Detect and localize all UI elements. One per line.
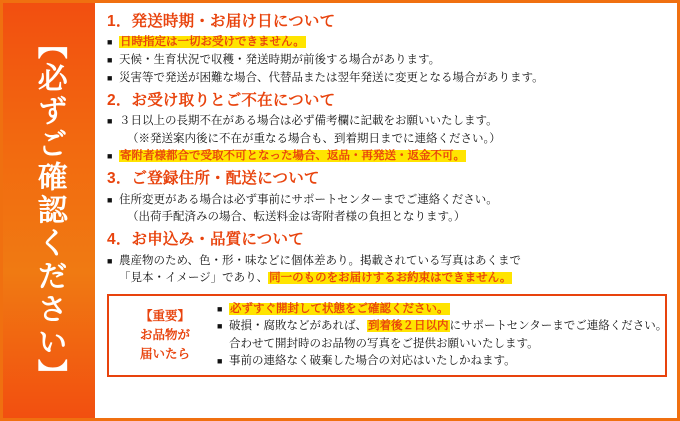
highlighted-text: 日時指定は一切お受けできません。 <box>120 36 305 49</box>
notice-section <box>107 229 667 287</box>
text-run: 農産物のため、色・形・味などに個体差あり。掲載されている写真はあくまで <box>119 254 522 267</box>
text-run: （※発送案内後に不在が重なる場合も、到着期日までに連絡ください。） <box>127 132 501 145</box>
sections-root <box>107 11 667 290</box>
text-run: 破損・腐敗などがあれば、 <box>229 320 367 333</box>
list-item <box>217 336 659 353</box>
section-heading: 2．お受け取りとご不在について <box>107 91 336 109</box>
section-heading: 4．お申込み・品質について <box>107 231 304 249</box>
list-item <box>107 270 667 287</box>
section-bullets <box>107 113 667 165</box>
list-item <box>107 52 667 69</box>
important-list <box>217 301 668 370</box>
notice-section <box>107 90 667 166</box>
highlighted-text: 寄附者様都合で受取不可となった場合、返品・再発送・返金不可。 <box>120 150 465 163</box>
text-run: 事前の連絡なく破棄した場合の対応はいたしかねます。 <box>229 354 516 367</box>
list-item <box>217 301 659 318</box>
highlighted-text: 到着後２日以内 <box>368 320 449 333</box>
highlighted-text: 同一のものをお届けするお約束はできません。 <box>269 272 512 285</box>
important-label <box>113 307 217 363</box>
section-heading: 1．発送時期・お届け日について <box>107 13 336 30</box>
important-label-line: 届いたら <box>139 346 190 361</box>
list-item <box>217 318 668 335</box>
important-label-line: お品物が <box>139 328 190 343</box>
text-run: ３日以上の長期不在がある場合は必ず備考欄に記載をお願いいたします。 <box>119 114 498 127</box>
notice-content <box>95 3 677 418</box>
side-banner-text: 【必ずご確認ください】 <box>32 29 66 392</box>
text-run: 住所変更がある場合は必ず事前にサポートセンターまでご連絡ください。 <box>119 193 498 206</box>
important-label-line: 【重要】 <box>139 309 190 324</box>
list-item <box>107 209 667 226</box>
section-bullets <box>107 34 667 86</box>
list-item <box>217 353 659 370</box>
text-run: （出荷手配済みの場合、転送料金は寄附者様の負担となります。） <box>127 211 466 224</box>
text-run: 災害等で発送が困難な場合、代替品または翌年発送に変更となる場合があります。 <box>119 71 544 84</box>
list-item <box>107 113 667 130</box>
list-item <box>107 131 667 148</box>
text-run: 天候・生育状況で収穫・発送時期が前後する場合があります。 <box>119 53 441 66</box>
side-banner <box>3 3 95 418</box>
list-item <box>107 253 667 270</box>
notice-section <box>107 168 667 226</box>
list-item <box>107 148 667 165</box>
text-run: にサポートセンターまでご連絡ください。 <box>449 320 668 333</box>
list-item <box>107 34 667 51</box>
section-bullets <box>107 192 667 227</box>
list-item <box>107 70 667 87</box>
list-item <box>107 192 667 209</box>
section-heading: 3．ご登録住所・配送について <box>107 170 320 188</box>
text-run: 「見本・イメージ」であり、 <box>119 272 269 285</box>
section-bullets <box>107 253 667 288</box>
text-run: 合わせて開封時のお品物の写真をご提供お願いいたします。 <box>229 337 539 350</box>
highlighted-text: 必ずすぐ開封して状態をご確認ください。 <box>230 303 449 316</box>
important-box <box>107 294 667 377</box>
notice-section <box>107 11 667 87</box>
